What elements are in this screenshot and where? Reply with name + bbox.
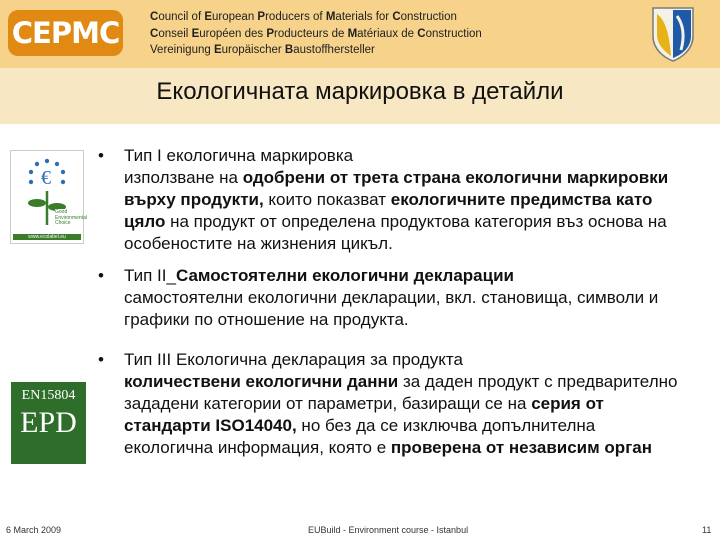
- bullet-text: [124, 265, 688, 331]
- eu-flower-icon: [11, 151, 87, 243]
- text: roducers of: [265, 11, 326, 23]
- text: Тип II_: [124, 266, 176, 285]
- bold-text: B: [284, 44, 294, 56]
- text: на продукт от определена продуктова категория въз основа на особеностите на жизнения цикъл.: [124, 212, 667, 253]
- text: ereinigung: [157, 44, 214, 56]
- bold-text: E: [213, 44, 222, 56]
- epd-badge: [11, 382, 86, 464]
- text: за даден продукт с предварително зададени категории от параметри, базиращи се на: [124, 372, 678, 413]
- bold-text: M: [325, 11, 336, 23]
- bullet-marker: •: [98, 350, 104, 369]
- bullet-text: [124, 145, 688, 255]
- bullet-item: [98, 265, 688, 331]
- bullet-marker: •: [98, 266, 104, 285]
- text: onstruction: [400, 11, 457, 23]
- text: Тип III Екологична декларация за продукта: [124, 350, 463, 369]
- bold-text: Самостоятелни екологични декларации: [175, 266, 514, 285]
- ecolabel-caption: Good Environmental Choice: [55, 209, 87, 226]
- shield-icon: [651, 6, 695, 62]
- logo-text: CEPMC: [11, 16, 120, 50]
- bullet-text: [124, 349, 688, 459]
- epd-standard: EN15804: [21, 388, 76, 403]
- org-line-fr: [150, 26, 482, 43]
- organization-names: [150, 9, 482, 59]
- cepmc-logo: [8, 10, 123, 56]
- bold-text: C: [150, 11, 159, 23]
- footer-course: EUBuild - Environment course - Istanbul: [308, 525, 469, 535]
- bold-text: P: [266, 27, 275, 40]
- org-line-en: [150, 9, 482, 26]
- text: използване на: [124, 168, 243, 187]
- org-line-de: [150, 42, 482, 59]
- slide-title: Екологичната маркировка в детайли: [156, 78, 564, 105]
- text: но без да се изключва допълнителна екологична информация, която е: [124, 416, 596, 457]
- text: uropean: [212, 11, 258, 23]
- bold-text: серия от стандарти ISO14040,: [124, 394, 604, 435]
- ecolabel-url: www.ecolabel.eu: [13, 234, 81, 240]
- text: onseil: [158, 27, 192, 40]
- text: onstruction: [425, 27, 482, 40]
- bold-text: одобрени от трета страна екологични маркировки върху продукти,: [124, 168, 669, 209]
- svg-text:€: €: [41, 167, 51, 189]
- bold-text: проверена от независим орган: [390, 438, 652, 457]
- text: самостоятелни екологични декларации, вкл. становища, символи и графики по отношение на продукта.: [124, 288, 659, 329]
- text: Тип I екологична маркировка: [124, 146, 354, 165]
- bold-text: P: [257, 11, 266, 23]
- text: които показват: [263, 190, 391, 209]
- bold-text: C: [150, 27, 159, 40]
- footer-date: 6 March 2009: [6, 525, 62, 535]
- eu-ecolabel-image: [10, 150, 87, 244]
- bold-text: екологичните предимства като цяло: [124, 190, 653, 231]
- bullet-item: [98, 145, 688, 255]
- bullet-item: [98, 349, 688, 459]
- bold-text: M: [347, 27, 358, 40]
- text: atériaux de: [357, 27, 418, 40]
- text: austoffhersteller: [293, 44, 375, 56]
- bold-text: C: [417, 27, 426, 40]
- bold-text: E: [204, 11, 213, 23]
- bold-text: C: [392, 11, 401, 23]
- text: V: [150, 44, 158, 56]
- text: aterials for: [335, 11, 393, 23]
- text: ouncil of: [158, 11, 205, 23]
- bullet-marker: •: [98, 146, 104, 165]
- bullet-list: [98, 145, 688, 469]
- text: uropäischer: [221, 44, 285, 56]
- bold-text: E: [191, 27, 200, 40]
- text: uropéen des: [199, 27, 267, 40]
- bold-text: количествени екологични данни: [124, 372, 399, 391]
- text: roducteurs de: [274, 27, 348, 40]
- epd-label: EPD: [20, 406, 77, 439]
- footer-page-number: 11: [702, 525, 712, 535]
